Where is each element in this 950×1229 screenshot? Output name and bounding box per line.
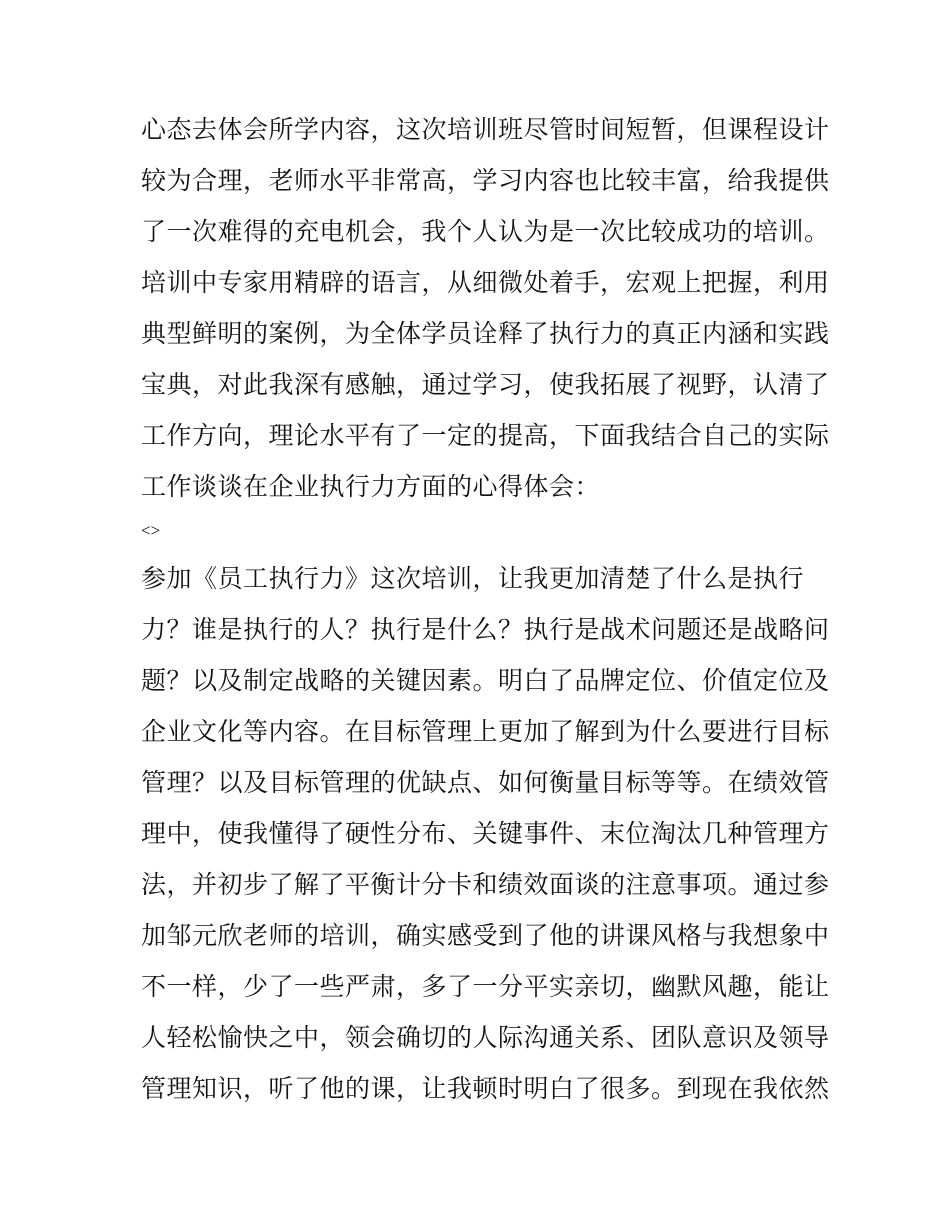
text-line: 参加《员工执行力》这次培训，让我更加清楚了什么是执行 (141, 564, 805, 593)
text-line: 管理知识，听了他的课，让我顿时明白了很多。到现在我依然 (141, 1074, 830, 1103)
text-line: 企业文化等内容。在目标管理上更加了解到为什么要进行目标 (141, 717, 830, 746)
text-line: 力？谁是执行的人？执行是什么？执行是战术问题还是战略问 (141, 615, 830, 644)
text-line: 题？以及制定战略的关键因素。明白了品牌定位、价值定位及 (141, 666, 830, 695)
section-marker: <> (141, 521, 161, 540)
text-line: 不一样，少了一些严肃，多了一分平实亲切，幽默风趣，能让 (141, 972, 830, 1001)
text-line: 人轻松愉快之中，领会确切的人际沟通关系、团队意识及领导 (141, 1023, 830, 1052)
text-line: 宝典，对此我深有感触，通过学习，使我拓展了视野，认清了 (141, 370, 830, 399)
text-line: 工作方向，理论水平有了一定的提高，下面我结合自己的实际 (141, 421, 830, 450)
text-line: 较为合理，老师水平非常高，学习内容也比较丰富，给我提供 (141, 166, 830, 195)
text-line: 典型鲜明的案例，为全体学员诠释了执行力的真正内涵和实践 (141, 319, 830, 348)
text-line: 理中，使我懂得了硬性分布、关键事件、末位淘汰几种管理方 (141, 819, 830, 848)
text-line: 了一次难得的充电机会，我个人认为是一次比较成功的培训。 (141, 217, 830, 246)
text-line: 心态去体会所学内容，这次培训班尽管时间短暂，但课程设计 (141, 115, 830, 144)
text-line: 工作谈谈在企业执行力方面的心得体会： (141, 472, 601, 501)
text-line: 加邹元欣老师的培训，确实感受到了他的讲课风格与我想象中 (141, 921, 830, 950)
text-line: 培训中专家用精辟的语言，从细微处着手，宏观上把握，利用 (141, 268, 830, 297)
text-line: 法，并初步了解了平衡计分卡和绩效面谈的注意事项。通过参 (141, 870, 830, 899)
text-line: 管理？以及目标管理的优缺点、如何衡量目标等等。在绩效管 (141, 768, 830, 797)
